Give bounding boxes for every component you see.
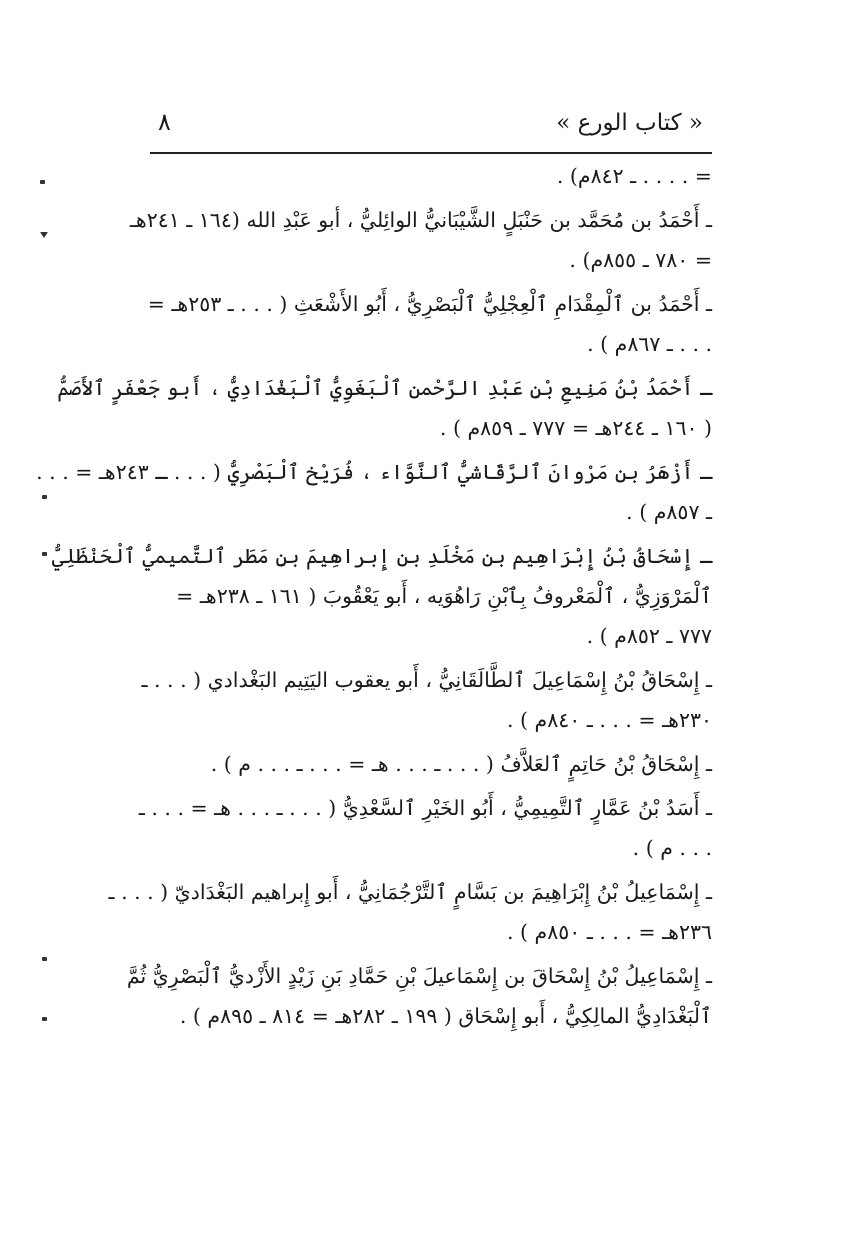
entry-line: ـ إِسْحَاقُ بْنُ حَاتِمٍ ٱلعَلاَّفُ ( . . . ـ . . . هـ = . . . ـ . . . م ) .	[210, 752, 712, 776]
margin-mark	[42, 495, 47, 499]
entry-line: ٱلْبَغْدَادِيُّ المالِكِيُّ ، أَبو إِسْحَاق ( ١٩٩ ـ ٢٨٢هـ = ٨١٤ ـ ٨٩٥م ) .	[179, 1004, 712, 1028]
entry-line: ٢٣٦هـ = . . . ـ ٨٥٠م ) .	[507, 920, 712, 944]
entry-line: ـ إِسْمَاعِيلُ بْنُ إِسْحَاقَ بن إِسْمَاعيلَ بْنِ حَمَّادِ بَنِ زَيْدٍ الأَزْديُّ ٱلْبَصْرِيُّ ثُمَّ	[126, 964, 712, 988]
entry-line: . . . م ) .	[632, 836, 712, 860]
margin-mark	[42, 1017, 47, 1021]
biography-entry	[126, 956, 712, 1036]
margin-mark	[40, 180, 45, 184]
entries-list	[36, 156, 712, 1036]
entry-line: ٱلْمَرْوَزِيُّ ، ٱلْمَعْروفُ بِٱبْنِ رَاهُوَيه ، أَبو يَعْقُوبَ ( ١٦١ ـ ٢٣٨هـ =	[176, 584, 712, 608]
entry-line: ـ ٨٥٧م ) .	[626, 500, 712, 524]
margin-mark	[40, 232, 48, 238]
biography-entry	[36, 452, 712, 532]
page-number: ٨	[158, 108, 171, 136]
entry-line: ـ أَزْهَرُ بن مَرْوانَ ٱلرَّقَاشيُّ ٱلنَّوَّاء ، فُرَيْخ ٱلْبَصْرِيُّ ( . . . ـ ٢٤٣هـ = . . .	[36, 460, 712, 484]
biography-entry	[150, 744, 712, 784]
biography-entry	[147, 284, 712, 364]
entry-line: ـ إِسْحَاقُ بْنُ إِسْمَاعِيلَ ٱلطَّالَقَانِيُّ ، أَبو يعقوب اليَتِيم البَغْدادي ( . . . ـ	[141, 668, 712, 692]
entry-line: ـ أَحْمَدُ بن ٱلْمِقْدَامِ ٱلْعِجْلِيُّ ٱلْبَصْرِيُّ ، أَبُو الأَشْعَثِ ( . . . ـ ٢٥٣هـ =	[147, 292, 712, 316]
biography-entry	[51, 536, 712, 656]
entry-line: ٧٧٧ ـ ٨٥٢م ) .	[586, 624, 712, 648]
entry-line: = ٧٨٠ ـ ٨٥٥م) .	[569, 248, 712, 272]
margin-mark	[42, 552, 47, 556]
biography-entry	[108, 872, 712, 952]
entry-line: ( ١٦٠ ـ ٢٤٤هـ = ٧٧٧ ـ ٨٥٩م ) .	[439, 416, 712, 440]
biography-entry	[150, 156, 712, 196]
entry-line: ـ إِسْحَاقُ بْنُ إِبْرَاهِيم بن مَخْلَدِ بن إِبراهِيمَ بنِ مَطَر ٱلتَّميميُّ ٱلْحَنْظَلِيُّ	[51, 544, 712, 568]
entry-line: ٢٣٠هـ = . . . ـ ٨٤٠م ) .	[507, 708, 712, 732]
entry-line: ـ إِسْمَاعِيلُ بْنُ إِبْرَاهِيمَ بن بَسَّامٍ ٱلتَّرْجُمَانِيُّ ، أَبو إِبراهيم البَغْدَاديّ ( . . . ـ	[108, 880, 712, 904]
entry-line: ـ أَحْمَدُ بن مُحَمَّد بن حَنْبَلٍ الشَّيْبَانيُّ الوائِليُّ ، أبو عَبْدِ الله (١٦٤ ـ ٢٤١هـ	[129, 208, 712, 232]
biography-entry	[138, 788, 712, 868]
biography-entry	[57, 368, 712, 448]
margin-mark	[42, 957, 47, 961]
biography-entry	[141, 660, 712, 740]
biography-entry	[129, 200, 712, 280]
entry-line: ـ أَسَدُ بْنُ عَمَّارٍ ٱلتَّمِيمِيُّ ، أَبُو الخَيْرِ ٱلسَّعْدِيُّ ( . . . ـ . . . هـ = . . . ـ	[138, 796, 712, 820]
entry-line: ـ أَحْمَدُ بْنُ مَنِيعِ بْنِ عَبْدِ الرَّحْمن ٱلْبَغَوِيُّ ٱلْبَغْدَادِيُّ ، أَبو جَعْفَرٍ ٱلأَصَمُّ	[57, 376, 712, 400]
entry-line: = . . . . ـ ٨٤٢م) .	[556, 164, 712, 188]
running-title: « كتاب الورع »	[556, 110, 703, 136]
entry-line: . . . ـ ٨٦٧م ) .	[587, 332, 712, 356]
header-rule	[150, 152, 712, 154]
